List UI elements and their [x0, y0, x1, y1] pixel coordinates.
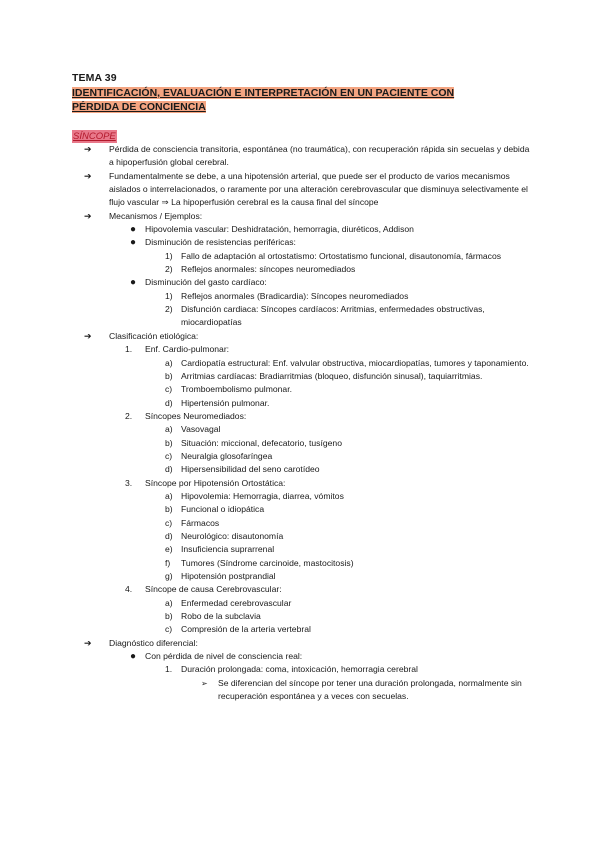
list-item: 4. Síncope de causa Cerebrovascular: — [72, 583, 532, 596]
list-letter: d) — [165, 397, 173, 408]
outline-list — [72, 143, 532, 703]
list-number: 1) — [165, 250, 173, 261]
list-item: e) Insuficiencia suprarrenal — [72, 543, 532, 556]
list-item: b) Arritmias cardíacas: Bradiarritmias (bloqueo, disfunción sinusal), taquiarritmias. — [72, 370, 532, 383]
list-letter: b) — [165, 437, 173, 448]
list-letter: b) — [165, 611, 173, 622]
list-item: f) Tumores (Síndrome carcinoide, mastocitosis) — [72, 557, 532, 570]
list-letter: f) — [165, 557, 171, 568]
right-arrow-icon: ➔ — [84, 330, 92, 341]
list-item: g) Hipotensión postprandial — [72, 570, 532, 583]
list-number: 1. — [125, 344, 133, 355]
list-item: c) Neuralgia glosofaríngea — [72, 450, 532, 463]
list-item: b) Robo de la subclavia — [72, 610, 532, 623]
list-item: a) Enfermedad cerebrovascular — [72, 597, 532, 610]
list-item: 1. Enf. Cardio-pulmonar: — [72, 343, 532, 356]
right-arrow-icon: ➔ — [84, 637, 92, 648]
list-letter: b) — [165, 370, 173, 381]
list-item: d) Hipersensibilidad del seno carotídeo — [72, 463, 532, 476]
list-item: 1) Reflejos anormales (Bradicardia): Síncopes neuromediados — [72, 290, 532, 303]
list-letter: a) — [165, 357, 173, 368]
list-item: a) Vasovagal — [72, 423, 532, 436]
list-item: ➔ Fundamentalmente se debe, a una hipotensión arterial, que puede ser el producto de varios mecanismos aislados o interrelacionados, o raramente por una alteración cerebrovascular que disminuya selectivamente el flujo vascular ⇒ La hipoperfusión cerebral es la causa final del síncope — [84, 170, 528, 208]
list-item: c) Compresión de la arteria vertebral — [72, 623, 532, 636]
title-highlight: IDENTIFICACIÓN, EVALUACIÓN E INTERPRETACIÓN EN UN PACIENTE CON PÉRDIDA DE CONCIENCIA — [72, 87, 455, 113]
list-letter: d) — [165, 530, 173, 541]
list-letter: a) — [165, 597, 173, 608]
list-number: 1. — [165, 664, 173, 675]
right-arrow-icon: ➔ — [84, 144, 92, 154]
list-item: 1) Fallo de adaptación al ortostatismo: Ortostatismo funcional, disautonomía, fármacos — [72, 250, 532, 263]
list-letter: c) — [165, 517, 173, 528]
list-item: b) Funcional o idiopática — [72, 503, 532, 516]
list-item: ● Con pérdida de nivel de consciencia real: — [130, 651, 303, 663]
bullet-icon: ● — [130, 237, 137, 249]
list-item: ➔ Pérdida de consciencia transitoria, espontánea (no traumática), con recuperación rápida sin secuelas y debida a hipoperfusión global cerebral. — [84, 144, 530, 168]
page-title — [72, 86, 492, 114]
list-item: a) Hipovolemia: Hemorragia, diarrea, vómitos — [72, 490, 532, 503]
list-item: c) Fármacos — [72, 517, 532, 530]
list-letter: g) — [165, 571, 173, 581]
list-item: ● Hipovolemia vascular: Deshidratación, hemorragia, diuréticos, Addison — [130, 224, 414, 236]
list-number: 3. — [125, 477, 133, 488]
list-item: d) Hipertensión pulmonar. — [72, 397, 532, 410]
list-item: 2) Reflejos anormales: síncopes neuromediados — [72, 263, 532, 276]
list-letter: e) — [165, 544, 173, 555]
list-number: 2. — [125, 410, 133, 421]
list-item: 2. Síncopes Neuromediados: — [72, 410, 532, 423]
list-letter: c) — [165, 450, 173, 461]
list-item: ● Disminución de resistencias periféricas: — [130, 237, 296, 249]
list-letter: c) — [165, 624, 173, 635]
list-item: 3. Síncope por Hipotensión Ortostática: — [72, 477, 532, 490]
list-letter: b) — [165, 504, 173, 515]
list-number: 2) — [165, 264, 173, 275]
topic-number: TEMA 39 — [72, 72, 117, 84]
list-item: ➔ Diagnóstico diferencial: — [72, 637, 532, 650]
list-item: 2) Disfunción cardiaca: Síncopes cardíacos: Arritmias, enfermedades obstructivas, miocardiopatías — [165, 304, 485, 328]
list-number: 4. — [125, 584, 133, 595]
list-item: a) Cardiopatía estructural: Enf. valvular obstructiva, miocardiopatías, tumores y taponamiento. — [72, 357, 532, 370]
list-letter: d) — [165, 464, 173, 475]
right-arrow-icon: ➔ — [84, 210, 92, 221]
list-item: ➢ Se diferencian del síncope por tener una duración prolongada, normalmente sin recuperación espontánea y a veces con secuelas. — [201, 677, 522, 702]
section-heading: SÍNCOPE — [73, 131, 116, 142]
list-item: b) Situación: miccional, defecatorio, tusígeno — [72, 437, 532, 450]
list-item: ➔ Mecanismos / Ejemplos: — [72, 210, 532, 223]
list-item: d) Neurológico: disautonomía — [72, 530, 532, 543]
list-item: ➔ Clasificación etiológica: — [72, 330, 532, 343]
list-letter: a) — [165, 490, 173, 501]
list-item: ● Disminución del gasto cardíaco: — [130, 277, 267, 289]
bullet-icon: ● — [130, 224, 137, 236]
bullet-icon: ● — [130, 651, 137, 663]
list-number: 2) — [165, 304, 173, 315]
list-letter: c) — [165, 384, 173, 395]
right-arrow-icon: ➔ — [84, 170, 92, 181]
list-item: c) Tromboembolismo pulmonar. — [72, 383, 532, 396]
arrowhead-icon: ➢ — [201, 678, 208, 688]
bullet-icon: ● — [130, 277, 137, 289]
list-letter: a) — [165, 424, 173, 435]
list-item: 1. Duración prolongada: coma, intoxicación, hemorragia cerebral — [72, 663, 532, 676]
list-number: 1) — [165, 290, 173, 301]
